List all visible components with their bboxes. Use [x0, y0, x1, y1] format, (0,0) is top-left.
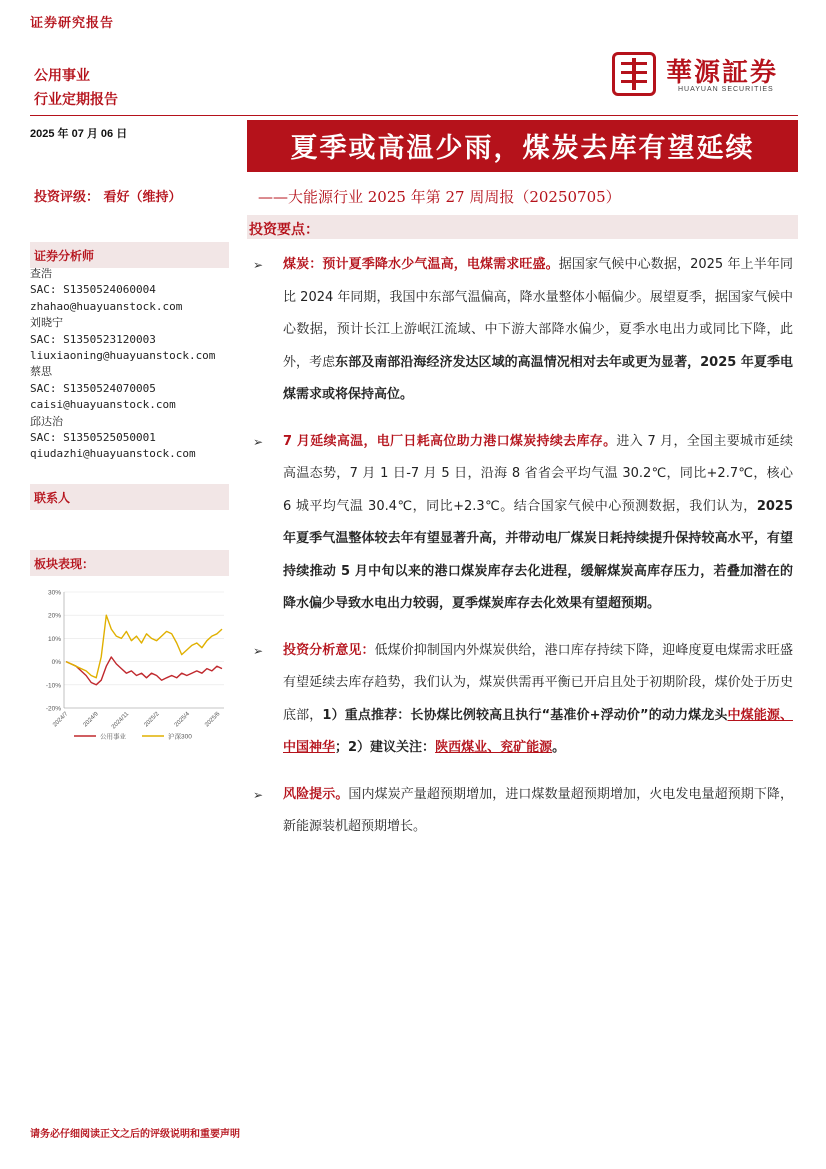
x-tick-label: 2024/7 — [52, 711, 70, 729]
sector-label: 公用事业 — [34, 68, 90, 84]
performance-label: 板块表现： — [34, 557, 95, 571]
key-points-header — [247, 215, 798, 239]
bullet-arrow-icon: ➢ — [253, 787, 264, 802]
analyst-entry — [30, 414, 215, 463]
logo-subtitle: HUAYUAN SECURITIES — [678, 86, 774, 93]
key-point-text: 7 月延续高温，电厂日耗高位助力港口煤炭持续去库存。 — [283, 433, 617, 449]
key-point-item — [253, 779, 793, 844]
performance-section-header — [30, 550, 229, 576]
x-tick-label: 2025/4 — [173, 711, 192, 729]
header-divider — [30, 115, 798, 116]
key-point-text: 。 — [552, 740, 566, 755]
key-point-text: ；2）建议关注： — [335, 740, 436, 755]
key-point-text: 据国家气候中心数据，2025 年上半年同比 2024 年同期，我国中东部气温偏高，降水量整体小幅偏少。展望夏季，据国家气候中心数据，预计长江上游岷江流域、中下游大部降水偏少，夏季水电出力或同比下降，此外，考虑 — [283, 257, 793, 370]
title-banner — [247, 120, 798, 172]
key-point-text: 东部及南部沿海经济发达区域的高温情况相对去年或更为显著，2025 年夏季电煤需求或将保持高位。 — [283, 354, 793, 402]
analyst-email[interactable]: caisi@huayuanstock.com — [30, 398, 176, 412]
report-type: 证券研究报告 — [30, 16, 115, 31]
x-tick-label: 2024/11 — [110, 711, 131, 731]
x-tick-label: 2025/6 — [204, 711, 222, 729]
x-tick-label: 2025/2 — [143, 711, 161, 729]
analyst-sac: SAC: S1350525050001 — [30, 431, 156, 445]
key-point-text: 低煤价抑制国内外煤炭供给，港口库存持续下降，迎峰度夏电煤需求旺盛有望延续去库存趋势，我们认为，煤炭供需再平衡已开启且处于初期阶段，煤价处于历史底部， — [283, 642, 793, 723]
key-points-list — [253, 249, 793, 858]
key-point-text: 1）重点推荐：长协煤比例较高且执行“基准价+浮动价”的动力煤龙头 — [322, 707, 728, 723]
y-tick-label: 10% — [47, 635, 61, 643]
legend-label: 公用事业 — [100, 733, 126, 741]
analyst-name: 查浩 — [30, 267, 52, 280]
legend-label: 沪深300 — [168, 733, 192, 741]
analyst-sac: SAC: S1350524070005 — [30, 381, 156, 395]
key-point-text: 风险提示。 — [283, 786, 349, 802]
analyst-name: 刘晓宁 — [30, 316, 63, 330]
key-point-text: 国内煤炭产量超预期增加，进口煤数量超预期增加，火电发电量超预期下降，新能源装机超预期增长。 — [283, 786, 793, 834]
contact-label: 联系人 — [34, 491, 71, 505]
bullet-arrow-icon: ➢ — [253, 434, 264, 449]
analysts-section-header — [30, 242, 229, 268]
sector-performance-chart — [30, 582, 230, 744]
stock-name: 陕西煤业、兖矿能源 — [435, 740, 553, 755]
key-points-label: 投资要点： — [249, 222, 319, 238]
page-subtitle: ——大能源行业 2025 年第 27 周周报（20250705） — [258, 188, 621, 206]
analyst-entry — [30, 364, 215, 413]
logo-name: 華源証券 — [666, 58, 779, 88]
analyst-sac: SAC: S1350524060004 — [30, 283, 156, 297]
key-point-text: 进入 7 月，全国主要城市延续高温态势，7 月 1 日-7 月 5 日，沿海 8 省省会平均气温 30.2℃，同比+2.7℃，核心 6 城平均气温 30.4℃，同比+2.3℃。结合国家气候中心预测数据，我们认为， — [283, 433, 793, 514]
key-point-item — [253, 249, 793, 412]
x-tick-label: 2024/9 — [82, 711, 100, 729]
y-tick-label: 0% — [51, 659, 61, 667]
key-point-text: 投资分析意见： — [283, 642, 375, 658]
key-point-item — [253, 426, 793, 621]
key-point-item — [253, 635, 793, 765]
analyst-entry — [30, 266, 215, 315]
key-point-text: 2025 年夏季气温整体较去年有望显著升高，并带动电厂煤炭日耗持续提升保持较高水平，有望持续推动 5 月中旬以来的港口煤炭库存去化进程，缓解煤炭高库存压力，若叠加潜在的降水偏少导致水电出力较弱，夏季煤炭库存去化效果有望超预期。 — [283, 498, 793, 611]
logo-mark-icon — [612, 52, 656, 96]
analyst-list — [30, 266, 215, 463]
y-tick-label: 20% — [47, 612, 61, 620]
report-date: 2025 年 07 月 06 日 — [30, 128, 128, 140]
analyst-entry — [30, 315, 215, 364]
analysts-label: 证券分析师 — [34, 249, 95, 263]
analyst-email[interactable]: liuxiaoning@huayuanstock.com — [30, 349, 216, 363]
sector-block — [34, 64, 118, 112]
page-title: 夏季或高温少雨，煤炭去库有望延续 — [290, 133, 755, 164]
investment-rating: 投资评级： 看好（维持） — [34, 190, 182, 205]
bullet-arrow-icon: ➢ — [253, 258, 264, 272]
y-tick-label: 30% — [47, 589, 61, 597]
analyst-email[interactable]: qiudazhi@huayuanstock.com — [30, 447, 196, 461]
y-tick-label: -20% — [45, 705, 61, 713]
report-category: 行业定期报告 — [34, 92, 118, 108]
series-line — [66, 657, 222, 685]
analyst-name: 蔡思 — [30, 365, 52, 379]
y-tick-label: -10% — [45, 682, 61, 690]
contact-section-header — [30, 484, 229, 510]
key-point-text: 煤炭：预计夏季降水少气温高，电煤需求旺盛。 — [283, 257, 559, 272]
series-line — [66, 615, 222, 678]
stock-name: 中煤能源、中国神华 — [283, 707, 793, 755]
footer-disclaimer: 请务必仔细阅读正文之后的评级说明和重要声明 — [30, 1129, 240, 1140]
bullet-arrow-icon: ➢ — [253, 643, 264, 658]
analyst-name: 邱达治 — [30, 414, 63, 428]
company-logo — [612, 52, 792, 102]
analyst-email[interactable]: zhahao@huayuanstock.com — [30, 299, 183, 313]
analyst-sac: SAC: S1350523120003 — [30, 332, 156, 346]
